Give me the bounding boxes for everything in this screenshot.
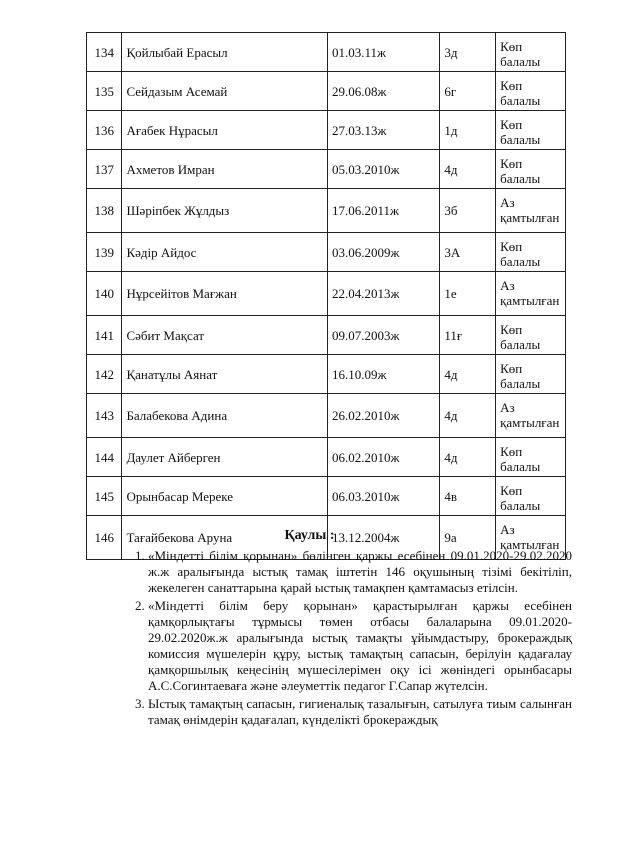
table-cell-birthdate: 26.02.2010ж	[328, 394, 440, 438]
table-cell-category: Көп балалы	[496, 233, 566, 272]
table-cell-name: Шәріпбек Жұлдыз	[122, 189, 328, 233]
table-row	[87, 150, 566, 189]
table-cell-name: Нұрсейітов Мағжан	[122, 272, 328, 316]
table-cell-category: Аз қамтылған	[496, 189, 566, 233]
table-row	[87, 394, 566, 438]
table-cell-category: Көп балалы	[496, 355, 566, 394]
table-cell-number: 135	[87, 72, 122, 111]
table-cell-birthdate: 01.03.11ж	[328, 33, 440, 72]
table-cell-number: 141	[87, 316, 122, 355]
table-cell-number: 143	[87, 394, 122, 438]
table-cell-grade: 4д	[440, 355, 496, 394]
table-cell-name: Даулет Айберген	[122, 438, 328, 477]
table-row	[87, 438, 566, 477]
table-row	[87, 33, 566, 72]
table-cell-name: Сәбит Мақсат	[122, 316, 328, 355]
table-cell-category: Көп балалы	[496, 111, 566, 150]
table-cell-category: Аз қамтылған	[496, 394, 566, 438]
table-row	[87, 272, 566, 316]
table-cell-category: Аз қамтылған	[496, 272, 566, 316]
table-cell-birthdate: 06.03.2010ж	[328, 477, 440, 516]
table-row	[87, 355, 566, 394]
table-cell-grade: 4д	[440, 438, 496, 477]
table-row	[87, 189, 566, 233]
table-cell-name: Қойлыбай Ерасыл	[122, 33, 328, 72]
decision-item: 2. «Міндетті білім беру қорынан» қарастырылған қаржы есебінен қамқорлықтағы тұрмысы төмен отбасы балаларына 09.01.2020-29.02.2020ж.ж аралығында ыстық тамақты ұйымдастыру, брокераждық комиссия мүшелерін құру, ыстық тамақтың сапасын, берілуін қадағалау қамқоршылық кеңесінің мүшесілерімен оқу ісі жөніндегі орынбасары А.С.Согинтаеваға және әлеуметтік педагог Г.Сапар жүтелсін.	[148, 598, 572, 694]
table-cell-grade: 4в	[440, 477, 496, 516]
table-row	[87, 72, 566, 111]
table-cell-category: Көп балалы	[496, 477, 566, 516]
table-row	[87, 233, 566, 272]
table-cell-name: Сейдазым Асемай	[122, 72, 328, 111]
table-cell-birthdate: 13.12.2004ж	[328, 516, 440, 560]
table-cell-number: 144	[87, 438, 122, 477]
table-cell-number: 140	[87, 272, 122, 316]
table-cell-number: 145	[87, 477, 122, 516]
table-cell-grade: 4д	[440, 394, 496, 438]
table-cell-name: Қанатұлы Аянат	[122, 355, 328, 394]
table-cell-name: Кәдір Айдос	[122, 233, 328, 272]
table-cell-birthdate: 16.10.09ж	[328, 355, 440, 394]
table-cell-grade: 3б	[440, 189, 496, 233]
table-cell-grade: 6г	[440, 72, 496, 111]
table-cell-number: 142	[87, 355, 122, 394]
table-cell-birthdate: 09.07.2003ж	[328, 316, 440, 355]
table-cell-category: Аз қамтылған	[496, 516, 566, 560]
table-cell-birthdate: 17.06.2011ж	[328, 189, 440, 233]
table-cell-number: 136	[87, 111, 122, 150]
table-cell-grade: 4д	[440, 150, 496, 189]
table-cell-grade: 11ғ	[440, 316, 496, 355]
table-cell-name: Ахметов Имран	[122, 150, 328, 189]
table-cell-birthdate: 05.03.2010ж	[328, 150, 440, 189]
decision-heading: Қаулы :	[284, 528, 335, 543]
table-cell-birthdate: 22.04.2013ж	[328, 272, 440, 316]
table-cell-number: 138	[87, 189, 122, 233]
decision-item: 3. Ыстық тамақтың сапасын, гигиеналық тазалығын, сатылуға тиым салынған тамақ өнімдерін қадағалап, күнделікті брокераждық	[148, 696, 572, 728]
table-cell-grade: 3д	[440, 33, 496, 72]
decision-list	[108, 548, 572, 730]
table-cell-grade: 1е	[440, 272, 496, 316]
table-cell-number: 139	[87, 233, 122, 272]
table-cell-grade: 9а	[440, 516, 496, 560]
table-row	[87, 316, 566, 355]
table-cell-category: Көп балалы	[496, 150, 566, 189]
table-cell-category: Көп балалы	[496, 438, 566, 477]
decision-item: 1. «Міндетті білім қорынан» бөлінген қаржы есебінен 09.01.2020-29.02.2020 ж.ж аралығында ыстық тамақ іштетін 146 оқушының тізімі бекітіліп, жекелеген санаттарына қарай ыстық тамақпен қамтамасыз етілсін.	[148, 548, 572, 596]
table-cell-birthdate: 03.06.2009ж	[328, 233, 440, 272]
table-cell-birthdate: 27.03.13ж	[328, 111, 440, 150]
table-cell-number: 137	[87, 150, 122, 189]
table-cell-name: Балабекова Адина	[122, 394, 328, 438]
students-table	[86, 32, 566, 560]
table-cell-number: 134	[87, 33, 122, 72]
table-cell-category: Көп балалы	[496, 72, 566, 111]
table-cell-name: Орынбасар Мереке	[122, 477, 328, 516]
table-cell-birthdate: 06.02.2010ж	[328, 438, 440, 477]
table-row	[87, 477, 566, 516]
table-cell-grade: 3А	[440, 233, 496, 272]
table-row	[87, 111, 566, 150]
table-cell-name: Ағабек Нұрасыл	[122, 111, 328, 150]
table-cell-number: 146	[87, 516, 122, 560]
table-cell-name: Тағайбекова Аруна	[122, 516, 328, 560]
table-cell-birthdate: 29.06.08ж	[328, 72, 440, 111]
table-cell-category: Көп балалы	[496, 316, 566, 355]
table-cell-grade: 1д	[440, 111, 496, 150]
table-cell-category: Көп балалы	[496, 33, 566, 72]
